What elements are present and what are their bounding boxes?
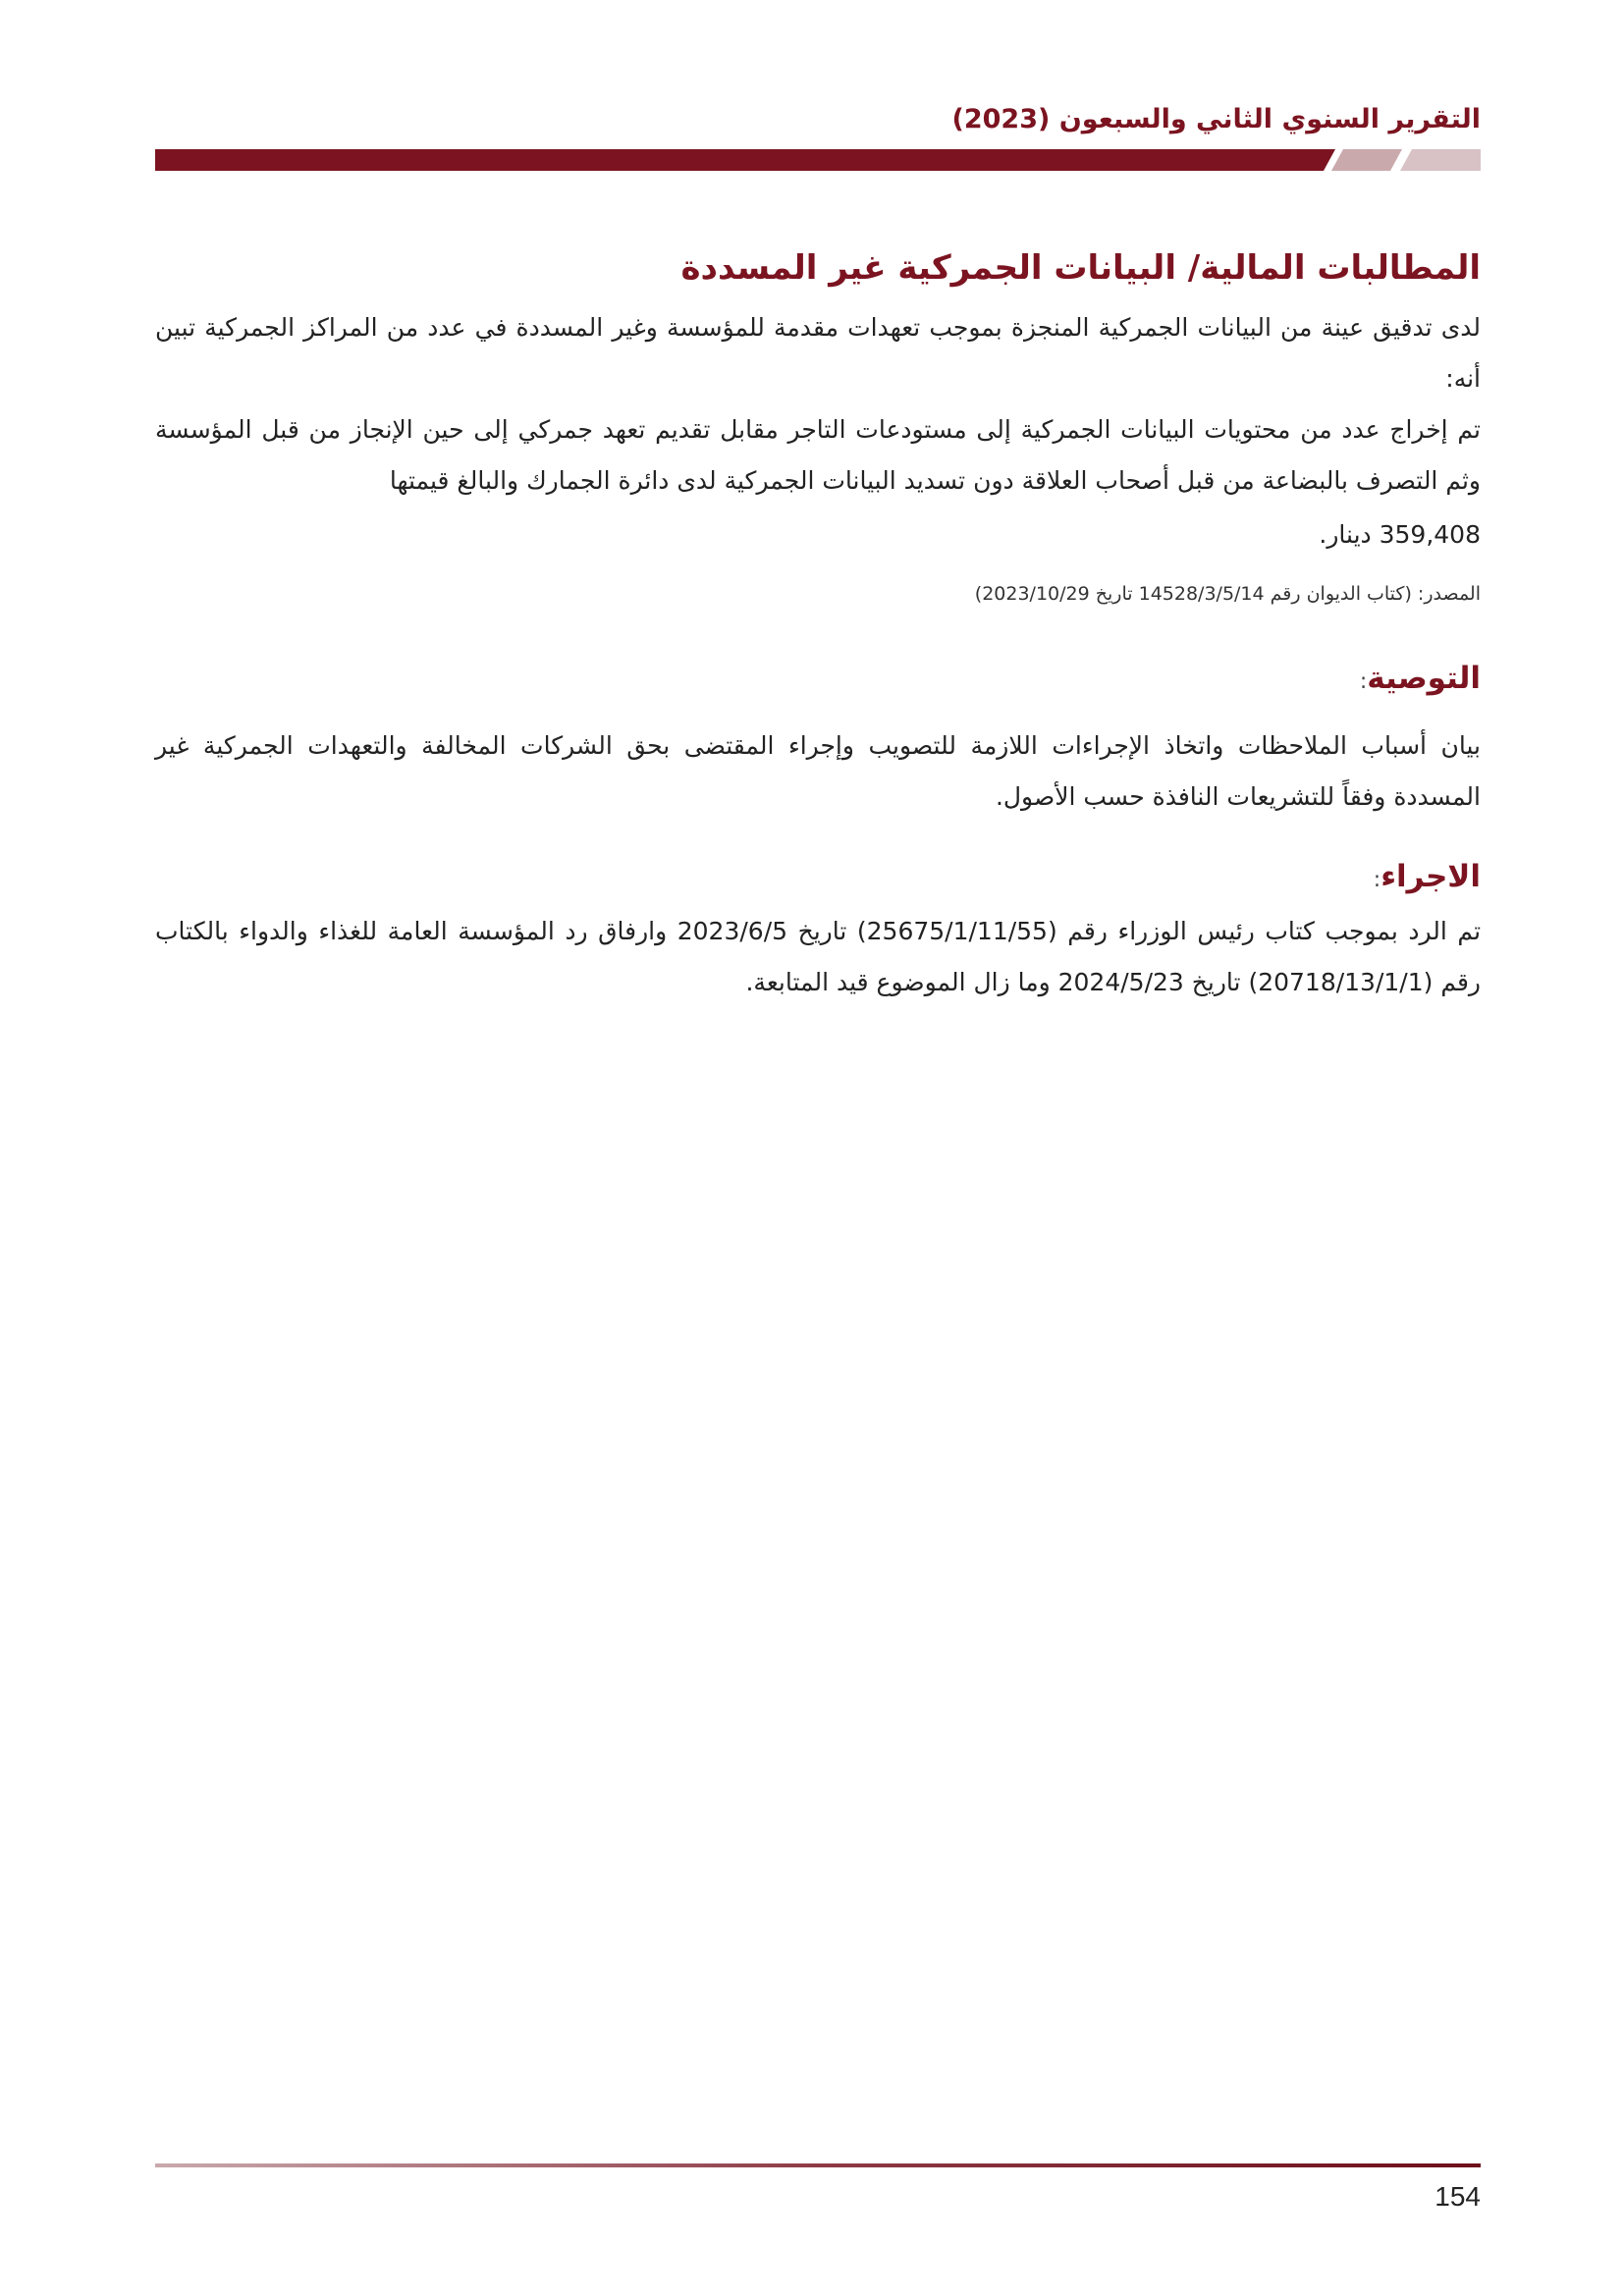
recommendation-text: بيان أسباب الملاحظات واتخاذ الإجراءات اللازمة للتصويب وإجراء المقتضى بحق الشركات المخالفة والتعهدات الجمركية غير المسددة وفقاً للتشريعات النافذة حسب الأصول.	[155, 730, 1481, 811]
source-note: المصدر: (كتاب الديوان رقم 14528/3/5/14 تاريخ 2023/10/29)	[974, 582, 1481, 605]
recommendation-heading	[155, 658, 1481, 700]
section-title: المطالبات المالية/ البيانات الجمركية غير المسددة	[680, 248, 1481, 288]
amount-value: 359,408 دينار.	[1319, 519, 1481, 549]
header-bar-end-segment	[1400, 149, 1481, 171]
recommendation-title: التوصية	[1367, 661, 1481, 697]
intro-paragraph: لدى تدقيق عينة من البيانات الجمركية المنجزة بموجب تعهدات مقدمة للمؤسسة وغير المسددة في عدد من المراكز الجمركية تبين أنه:	[155, 312, 1481, 393]
finding-paragraph: تم إخراج عدد من محتويات البيانات الجمركية إلى مستودعات التاجر مقابل تقديم تعهد جمركي إلى حين الإنجاز من قبل المؤسسة وثم التصرف بالبضاعة من قبل أصحاب العلاقة دون تسديد البيانات الجمركية لدى دائرة الجمارك والبالغ قيمتها	[155, 414, 1481, 495]
action-colon: :	[1373, 867, 1381, 892]
action-title: الاجراء	[1380, 858, 1481, 894]
report-content	[155, 245, 1481, 1008]
recommendation-colon: :	[1359, 669, 1368, 695]
footer-divider	[155, 2163, 1481, 2167]
header-bar-middle-segment	[1331, 149, 1402, 171]
page-number: 154	[1435, 2181, 1481, 2212]
report-header-title: التقرير السنوي الثاني والسبعون (2023)	[951, 104, 1481, 134]
header-bar-main-segment	[155, 149, 1335, 171]
action-heading	[155, 856, 1481, 898]
footer-divider-line	[155, 2163, 1481, 2167]
header-decorative-bar	[155, 149, 1481, 171]
action-text: تم الرد بموجب كتاب رئيس الوزراء رقم (25675/1/11/55) تاريخ 2023/6/5 وارفاق رد المؤسسة العامة للغذاء والدواء بالكتاب رقم (20718/13/1/1) تاريخ 2024/5/23 وما زال الموضوع قيد المتابعة.	[155, 916, 1482, 996]
